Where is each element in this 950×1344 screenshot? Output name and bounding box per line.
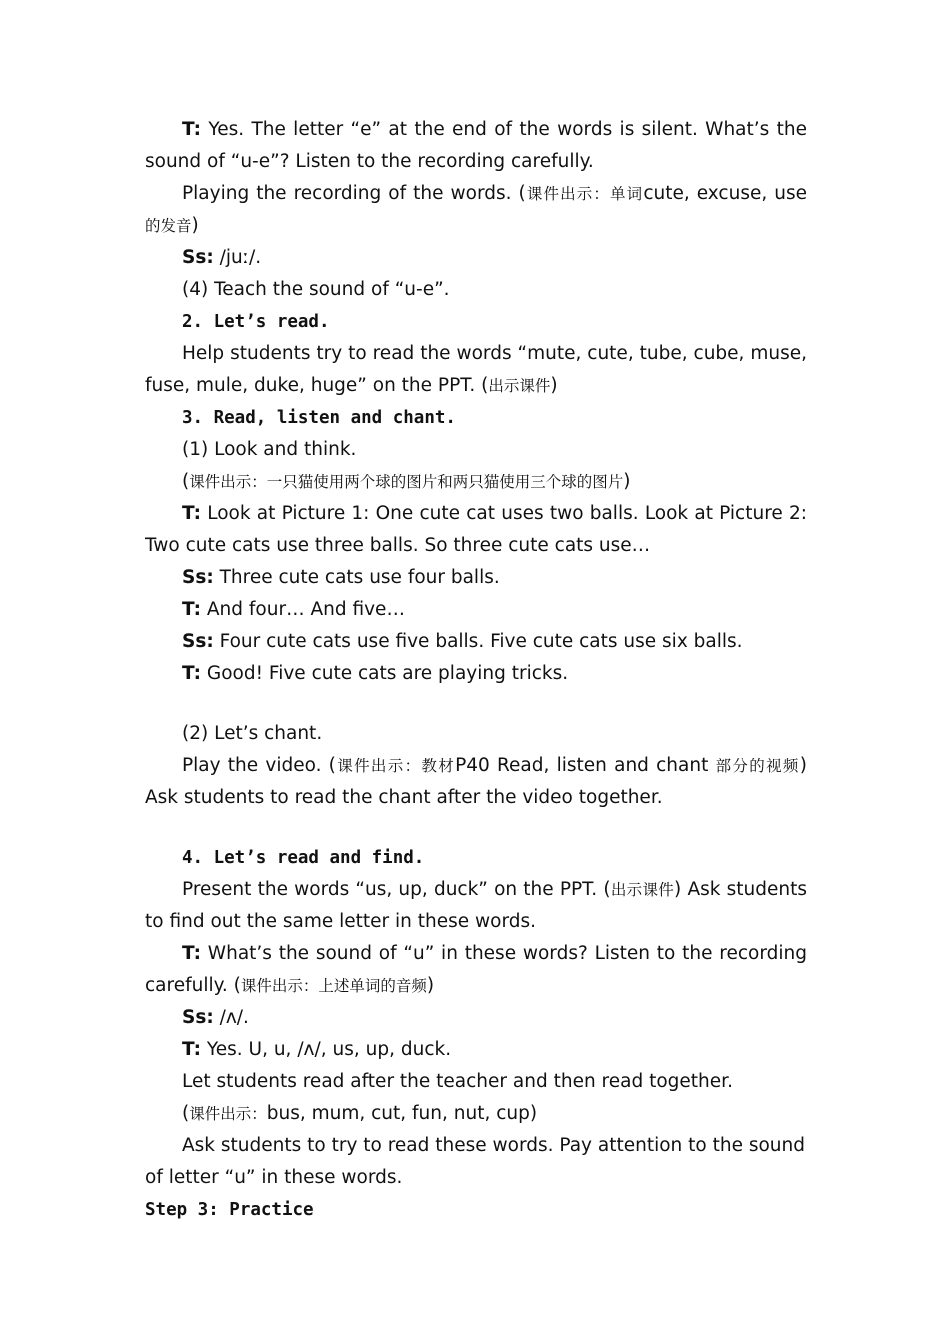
paragraph-line: Play the video. (课件出示：教材P40 Read, listen and chant 部分的视频): [182, 755, 807, 776]
paragraph-line: T: Good! Five cute cats are playing tricks.: [182, 663, 569, 684]
paragraph-line: T: And four… And five…: [182, 599, 405, 620]
paragraph-line: Two cute cats use three balls. So three cute cats use…: [145, 535, 651, 556]
speaker-label: Ss:: [182, 631, 214, 652]
paragraph-line: sound of “u-e”? Listen to the recording carefully.: [145, 151, 594, 172]
paragraph-line: Ss: /juː/.: [182, 247, 262, 268]
paragraph-line: T: Yes. The letter “e” at the end of the words is silent. What’s the: [182, 119, 807, 140]
speaker-label: Ss:: [182, 1007, 214, 1028]
paragraph-line: Let students read after the teacher and then read together.: [182, 1071, 733, 1092]
paragraph-line: 的发音): [145, 215, 199, 236]
paragraph-line: Ss: /ʌ/.: [182, 1007, 249, 1028]
speaker-label: T:: [182, 1039, 202, 1060]
blank-line: [145, 690, 807, 718]
speaker-label: T:: [182, 943, 202, 964]
paragraph-line: T: Yes. U, u, /ʌ/, us, up, duck.: [182, 1039, 452, 1060]
paragraph-line: Help students try to read the words “mute, cute, tube, cube, muse,: [182, 343, 807, 364]
speaker-label: T:: [182, 663, 202, 684]
speaker-label: Ss:: [182, 247, 214, 268]
paragraph-line: to find out the same letter in these words.: [145, 911, 537, 932]
paragraph-line: Ss: Three cute cats use four balls.: [182, 567, 500, 588]
paragraph-line: (课件出示：一只猫使用两个球的图片和两只猫使用三个球的图片): [182, 471, 631, 492]
paragraph-line: Ss: Four cute cats use five balls. Five cute cats use six balls.: [182, 631, 743, 652]
step-heading: Step 3: Practice: [145, 1200, 314, 1220]
paragraph-line: Ask students to read the chant after the video together.: [145, 787, 663, 808]
speaker-label: T:: [182, 599, 202, 620]
paragraph-line: (1) Look and think.: [182, 439, 357, 460]
speaker-label: T:: [182, 119, 202, 140]
blank-line: [145, 814, 807, 842]
paragraph-line: (课件出示：bus, mum, cut, fun, nut, cup): [182, 1103, 538, 1124]
paragraph-line: T: What’s the sound of “u” in these words? Listen to the recording: [182, 943, 807, 964]
speaker-label: Ss:: [182, 567, 214, 588]
paragraph-line: Playing the recording of the words. (课件出示：单词cute, excuse, use: [182, 183, 807, 204]
paragraph-line: T: Look at Picture 1: One cute cat uses two balls. Look at Picture 2:: [182, 503, 807, 524]
section-heading: 3. Read, listen and chant.: [182, 408, 456, 428]
paragraph-line: carefully. (课件出示：上述单词的音频): [145, 975, 435, 996]
speaker-label: T:: [182, 503, 202, 524]
section-heading: 4. Let’s read and find.: [182, 848, 425, 868]
paragraph-line: of letter “u” in these words.: [145, 1167, 403, 1188]
paragraph-line: Present the words “us, up, duck” on the PPT. (出示课件) Ask students: [182, 879, 807, 900]
paragraph-line: fuse, mule, duke, huge” on the PPT. (出示课件): [145, 375, 558, 396]
paragraph-line: (4) Teach the sound of “u-e”.: [182, 279, 450, 300]
paragraph-line: Ask students to try to read these words. Pay attention to the sound: [182, 1135, 806, 1156]
lesson-text: [145, 114, 807, 1226]
paragraph-line: (2) Let’s chant.: [182, 723, 323, 744]
section-heading: 2. Let’s read.: [182, 312, 330, 332]
